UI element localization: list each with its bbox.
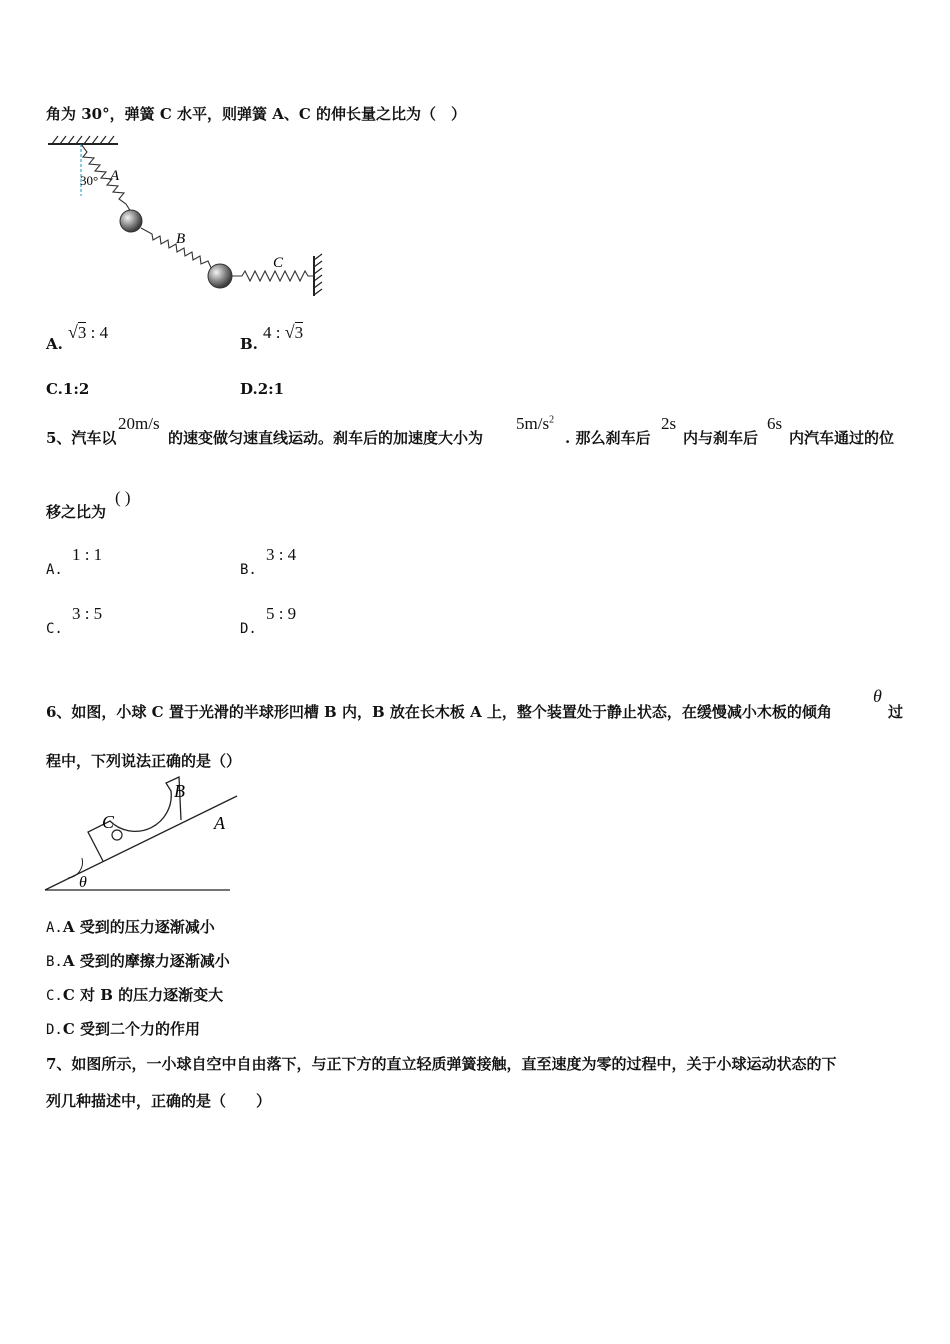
q4-text-tail: 角为 30°，弹簧 C 水平，则弹簧 A、C 的伸长量之比为（ ）	[46, 105, 467, 123]
q4-option-c[interactable]: C.1:2	[46, 380, 90, 398]
q5-option-b-value: 3 : 4	[265, 545, 297, 564]
q5-option-b-label: B.	[240, 562, 257, 578]
q4-option-b[interactable]	[240, 322, 304, 353]
q6-theta: θ	[873, 686, 882, 706]
q4-option-a-label: A.	[46, 335, 63, 353]
q6-option-c[interactable]	[46, 984, 223, 1005]
q5-option-a-value: 1 : 1	[71, 545, 103, 564]
q4-option-d[interactable]: D.2:1	[240, 380, 285, 398]
sqrt-icon: √	[67, 322, 78, 342]
wall-support	[314, 254, 322, 296]
angle-30-label: 30°	[80, 173, 99, 188]
spring-c	[232, 271, 314, 281]
q5-option-c-value: 3 : 5	[71, 604, 103, 623]
q6-option-a[interactable]	[46, 916, 215, 937]
q5-line1-part5: 内汽车通过的位	[789, 429, 895, 447]
q6-line1-end: 过	[888, 703, 904, 721]
q6-option-a-text: A 受到的压力逐渐减小	[62, 918, 215, 936]
q6-option-d[interactable]	[46, 1018, 200, 1039]
sqrt-icon: √	[284, 322, 295, 342]
q6-incline-figure	[40, 775, 245, 895]
label-c: C	[102, 812, 115, 832]
ceiling-support	[48, 136, 118, 144]
q5-time-6s: 6s	[767, 414, 783, 433]
q6-option-c-text: C 对 B 的压力逐渐变大	[62, 986, 224, 1004]
q5-option-c-label: C.	[46, 621, 63, 637]
q6-line1: 6、如图，小球 C 置于光滑的半球形凹槽 B 内，B 放在长木板 A 上，整个装置处于静止状态，在缓慢减小木板的倾角	[46, 703, 832, 721]
q5-answer-paren: ( )	[115, 488, 131, 507]
q5-line1-part1: 5、汽车以	[46, 429, 117, 447]
label-b: B	[174, 781, 185, 801]
q5-option-d[interactable]	[240, 604, 297, 637]
q4-option-b-value: 4 : √3	[263, 322, 304, 342]
q6-option-d-text: C 受到二个力的作用	[62, 1020, 201, 1038]
q5-time-2s: 2s	[661, 414, 677, 433]
spring-c-label: C	[273, 255, 284, 271]
spring-b-label: B	[176, 231, 186, 247]
q7-line2: 列几种描述中，正确的是（ ）	[46, 1092, 272, 1110]
q5-acceleration: $5m/s^2$	[516, 414, 555, 433]
q5-line1-part2: 的速变做匀速直线运动。刹车后的加速度大小为	[168, 429, 484, 447]
q4-option-b-label: B.	[240, 335, 258, 353]
q6-option-b-text: A 受到的摩擦力逐渐减小	[62, 952, 230, 970]
spring-a-label: A	[110, 168, 120, 184]
q6-option-b-label: B.	[46, 954, 63, 970]
q6-option-a-label: A.	[46, 920, 63, 936]
q6-line2: 程中，下列说法正确的是（）	[46, 752, 242, 770]
q5-option-d-value: 5 : 9	[265, 604, 297, 623]
q5-option-a[interactable]	[46, 545, 103, 578]
ball-lower	[208, 264, 232, 288]
theta-label: θ	[79, 874, 87, 891]
q5-option-c[interactable]	[46, 604, 103, 637]
q5-velocity: 20m/s	[118, 414, 160, 433]
label-a: A	[214, 813, 225, 833]
q4-option-a[interactable]	[46, 322, 109, 353]
q6-option-b[interactable]	[46, 950, 230, 971]
q7-line1: 7、如图所示，一小球自空中自由落下，与正下方的直立轻质弹簧接触，直至速度为零的过程中，关于小球运动状态的下	[46, 1055, 837, 1073]
q5-option-b[interactable]	[240, 545, 297, 578]
q6-option-c-label: C.	[46, 988, 63, 1004]
q5-line2: 移之比为	[46, 503, 107, 521]
q5-option-a-label: A.	[46, 562, 63, 578]
q5-line1-part3: . 那么刹车后	[565, 429, 651, 447]
q6-option-d-label: D.	[46, 1022, 63, 1038]
ball-upper	[120, 210, 142, 232]
q4-spring-figure	[40, 130, 330, 302]
q4-option-a-value: √3 : 4	[67, 322, 109, 342]
q5-line1-part4: 内与刹车后	[683, 429, 759, 447]
q5-option-d-label: D.	[240, 621, 257, 637]
